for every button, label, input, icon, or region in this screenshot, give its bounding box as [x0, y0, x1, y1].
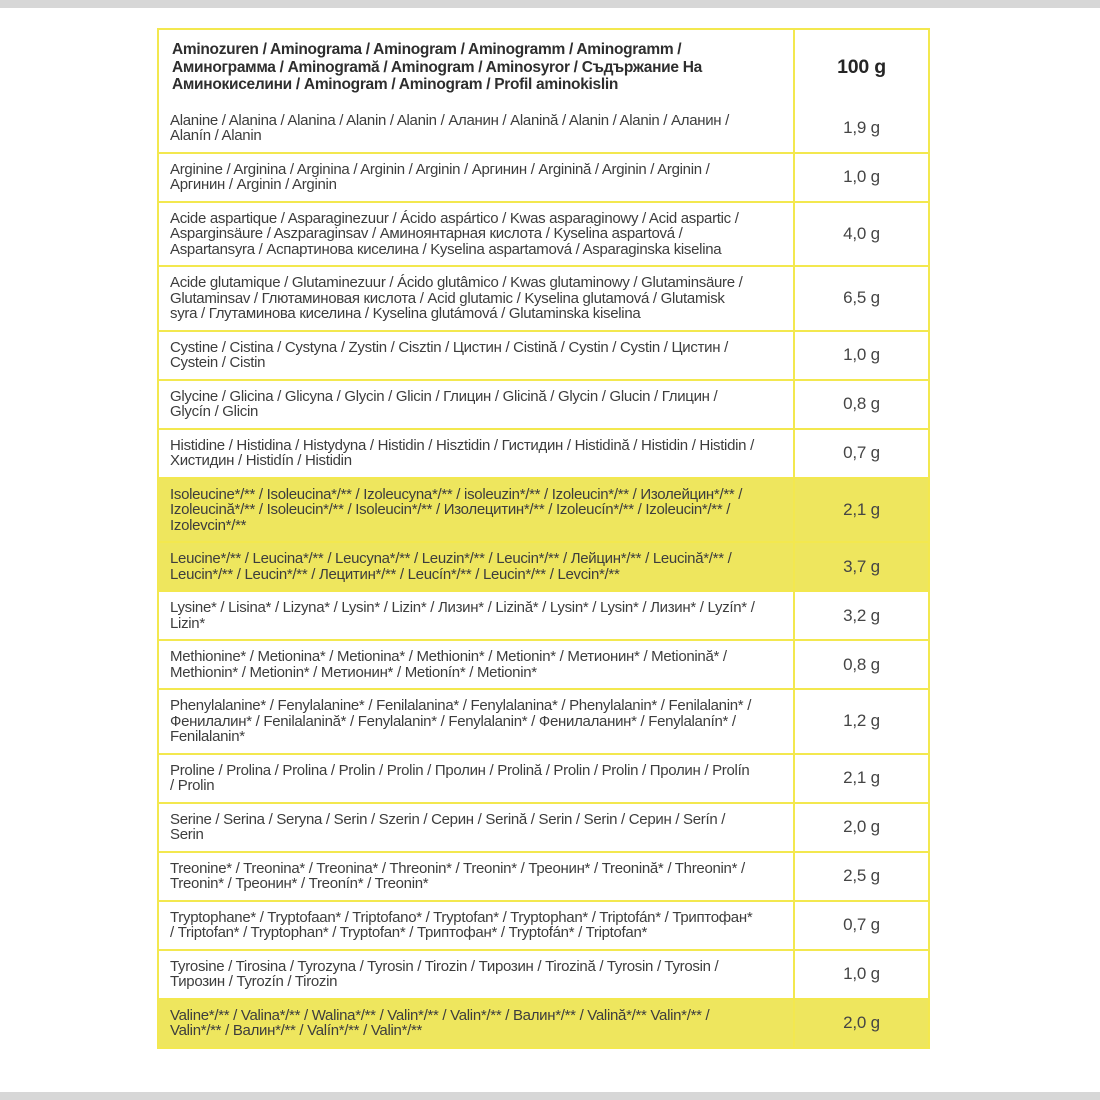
amount-per-100g: 2,5 g [793, 853, 928, 900]
amino-acid-names: Histidine / Histidina / Histydyna / Histidin / Hisztidin / Гистидин / Histidină / Histidin / Histidin / Хистидин / Histidín / Histidin [170, 436, 754, 469]
table-row [159, 949, 928, 998]
table-row [159, 753, 928, 802]
amount-per-100g: 0,8 g [793, 641, 928, 688]
table-header-row [159, 30, 928, 105]
amount-per-100g: 0,7 g [793, 430, 928, 477]
table-header-title: Aminozuren / Aminograma / Aminogram / Aminogramm / Aminogramm / Аминограмма / Aminogramă / Aminogram / Aminosyror / Съдържание На Аминокиселини / Aminogram / Aminogram / Profil aminokislin [172, 41, 702, 93]
amount-per-100g: 1,0 g [793, 332, 928, 379]
amount-per-100g: 2,1 g [793, 755, 928, 802]
amino-acid-names: Phenylalanine* / Fenylalanine* / Fenilalanina* / Fenylalanina* / Phenylalanin* / Fenilalanin* / Фенилалин* / Fenilalanină* / Fenylalanin* / Fenylalanin* / Фенилаланин* / Fenylalanín* / Fenilalanin* [170, 697, 752, 745]
table-row [159, 851, 928, 900]
amount-per-100g: 4,0 g [793, 203, 928, 266]
table-row [159, 639, 928, 688]
amount-per-100g: 1,2 g [793, 690, 928, 753]
table-row [159, 379, 928, 428]
amino-acid-names: Glycine / Glicina / Glicyna / Glycin / Glicin / Глицин / Glicină / Glycin / Glucin / Глицин / Glycín / Glicin [170, 387, 718, 420]
amino-acid-names: Isoleucine*/** / Isoleucina*/** / Izoleucyna*/** / isoleuzin*/** / Izoleucin*/** / Изолейцин*/** / Izoleucină*/** / Isoleucin*/** / Isoleucin*/** / Изолецитин*/** / Izoleucín*/** / Izoleucin*/** / Izolevcin*/** [170, 485, 743, 534]
bottom-gray-strip [0, 1092, 1100, 1100]
table-header-amount: 100 g [793, 30, 928, 105]
amount-per-100g: 0,7 g [793, 902, 928, 949]
table-row [159, 541, 928, 590]
amount-per-100g: 3,2 g [793, 592, 928, 639]
amount-per-100g: 2,0 g [793, 804, 928, 851]
amino-acid-names: Tryptophane* / Tryptofaan* / Triptofano* / Tryptofan* / Tryptophan* / Triptofán* / Триптофан* / Triptofan* / Tryptophan* / Tryptofan* / Триптофан* / Tryptofán* / Triptofan* [170, 908, 753, 941]
amount-per-100g: 2,0 g [793, 1000, 928, 1047]
amino-acid-names: Acide glutamique / Glutaminezuur / Ácido glutâmico / Kwas glutaminowy / Glutaminsäure / Glutaminsav / Глютаминовая кислота / Acid glutamic / Kyselina glutamová / Glutamisk syra / Глутаминова киселина / Kyselina glutámová / Glutaminska kiselina [170, 274, 743, 322]
amount-per-100g: 1,9 g [793, 105, 928, 152]
amino-acid-names: Cystine / Cistina / Cystyna / Zystin / Cisztin / Цистин / Cistină / Cystin / Cystin / Цистин / Cystein / Cistin [170, 338, 728, 371]
amino-acid-names: Serine / Serina / Seryna / Serin / Szerin / Серин / Serină / Serin / Serin / Серин / Serín / Serin [170, 810, 726, 843]
amino-acid-names: Acide aspartique / Asparaginezuur / Ácido aspártico / Kwas asparaginowy / Acid aspartic / Asparginsäure / Aszparaginsav / Аминоянтарная кислота / Kyselina aspartová / Aspartansyra / Аспартинова киселина / Kyselina aspartamová / Asparaginska kiselina [170, 209, 739, 258]
amino-acid-names: Proline / Prolina / Prolina / Prolin / Prolin / Пролин / Prolină / Prolin / Prolin / Пролин / Prolín / Prolin [170, 761, 750, 794]
amino-acid-names: Methionine* / Metionina* / Metionina* / Methionin* / Metionin* / Метионин* / Metionină* / Methionin* / Metionin* / Метионин* / Metionín* / Metionin* [170, 648, 727, 681]
table-row [159, 201, 928, 266]
table-row [159, 688, 928, 753]
amount-per-100g: 6,5 g [793, 267, 928, 330]
amino-acid-names: Treonine* / Treonina* / Treonina* / Threonin* / Treonin* / Треонин* / Treonină* / Threonin* / Treonin* / Треонин* / Treonín* / Treonin* [170, 859, 745, 892]
table-row [159, 477, 928, 542]
table-row [159, 152, 928, 201]
aminogram-table [157, 28, 930, 1049]
amount-per-100g: 0,8 g [793, 381, 928, 428]
table-row [159, 265, 928, 330]
table-body [159, 105, 928, 1047]
amino-acid-names: Leucine*/** / Leucina*/** / Leucyna*/** / Leuzin*/** / Leucin*/** / Лейцин*/** / Leucină*/** / Leucin*/** / Leucin*/** / Лецитин*/** / Leucín*/** / Leucin*/** / Levcin*/** [170, 550, 732, 583]
table-row [159, 330, 928, 379]
table-row [159, 428, 928, 477]
amino-acid-names: Alanine / Alanina / Alanina / Alanin / Alanin / Аланин / Alanină / Alanin / Alanin / Аланин / Alanín / Alanin [170, 111, 730, 144]
amount-per-100g: 1,0 g [793, 951, 928, 998]
amino-acid-names: Lysine* / Lisina* / Lizyna* / Lysin* / Lizin* / Лизин* / Lizină* / Lysin* / Lysin* / Лизин* / Lyzín* / Lizin* [170, 599, 755, 632]
table-row [159, 802, 928, 851]
table-row [159, 590, 928, 639]
amino-acid-names: Valine*/** / Valina*/** / Walina*/** / Valin*/** / Valin*/** / Валин*/** / Valină*/** Valin*/** / Valin*/** / Валин*/** / Valín*/** / Valin*/** [170, 1006, 710, 1039]
top-gray-strip [0, 0, 1100, 8]
amount-per-100g: 3,7 g [793, 543, 928, 590]
table-row [159, 900, 928, 949]
amino-acid-names: Arginine / Arginina / Arginina / Arginin / Arginin / Аргинин / Arginină / Arginin / Arginin / Аргинин / Arginin / Arginin [170, 160, 710, 193]
amount-per-100g: 1,0 g [793, 154, 928, 201]
amino-acid-names: Tyrosine / Tirosina / Tyrozyna / Tyrosin / Tirozin / Тирозин / Tirozină / Tyrosin / Tyrosin / Тирозин / Tyrozín / Tirozin [170, 957, 719, 990]
table-row [159, 998, 928, 1047]
table-row [159, 105, 928, 152]
amount-per-100g: 2,1 g [793, 479, 928, 542]
